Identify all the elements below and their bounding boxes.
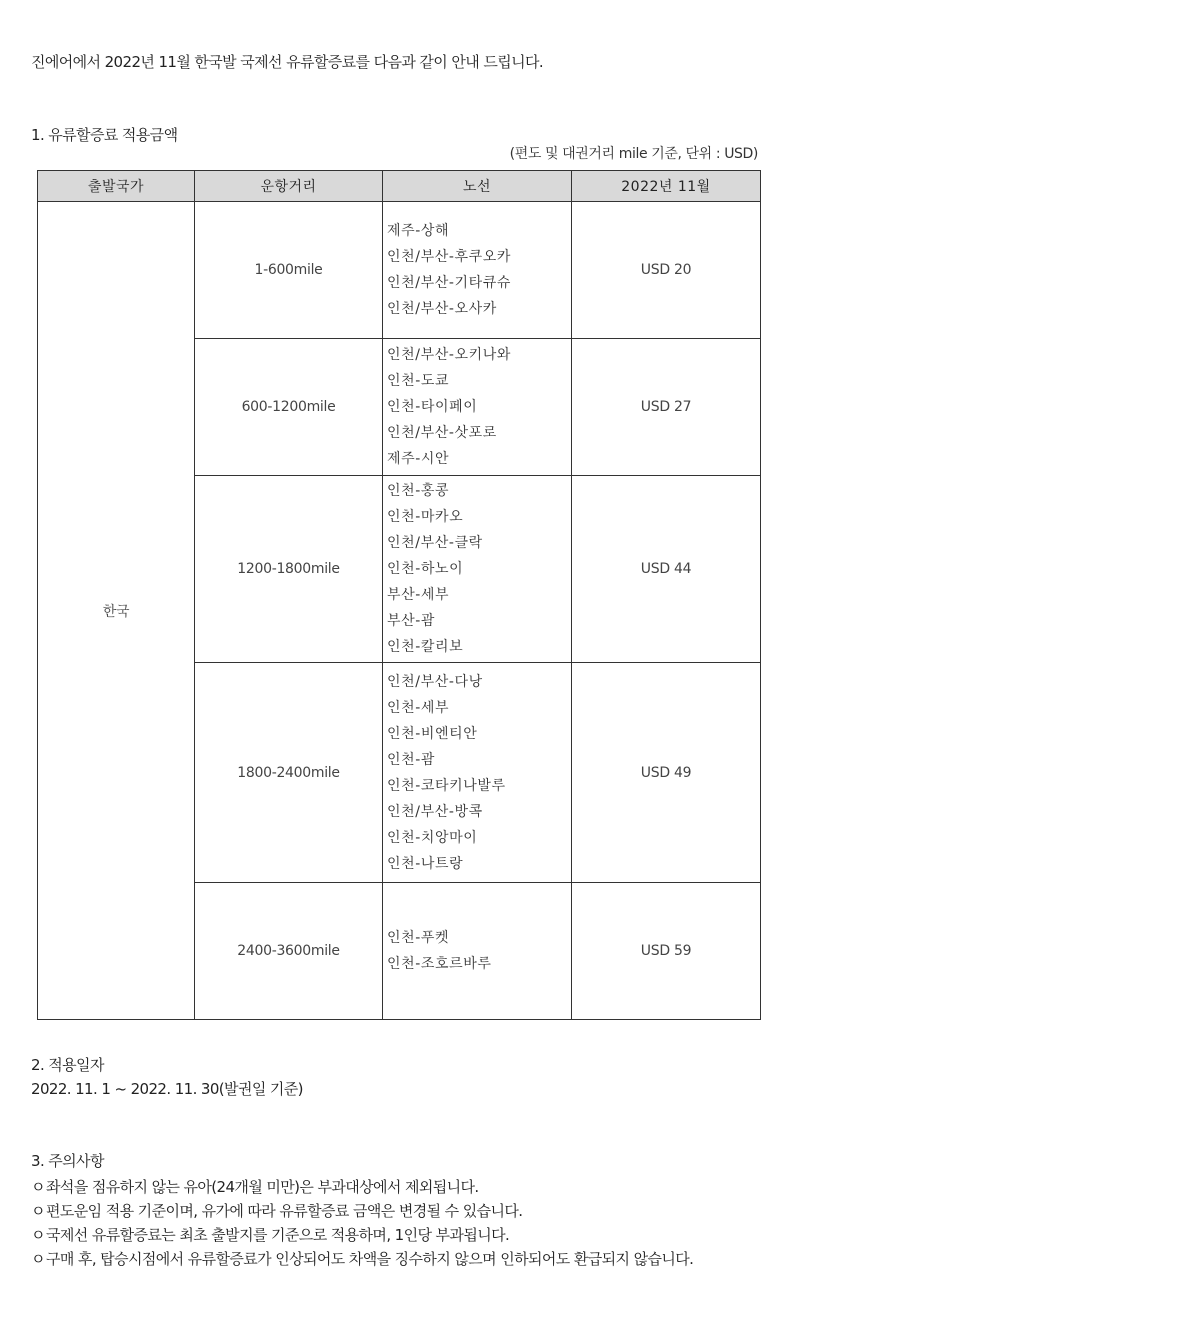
section2-title: 2. 적용일자 — [31, 1056, 104, 1074]
routes-cell — [383, 476, 572, 663]
intro-text: 진에어에서 2022년 11월 한국발 국제선 유류할증료를 다음과 같이 안내 드립니다. — [31, 53, 544, 71]
fuel-surcharge-table — [37, 170, 761, 1020]
route-item: 인천/부산-오키나와 — [387, 347, 511, 363]
price-cell: USD 59 — [572, 883, 761, 1020]
note-text: 좌석을 점유하지 않는 유아(24개월 미만)은 부과대상에서 제외됩니다. — [46, 1178, 479, 1196]
route-item: 인천-나트랑 — [387, 855, 464, 872]
header-distance: 운항거리 — [195, 171, 383, 202]
section3-title: 3. 주의사항 — [31, 1152, 104, 1170]
section1-title: 1. 유류할증료 적용금액 — [31, 126, 178, 144]
price-cell: USD 49 — [572, 663, 761, 883]
header-country: 출발국가 — [38, 171, 195, 202]
table-header-row — [38, 171, 761, 202]
route-item: 인천-도쿄 — [387, 373, 450, 389]
route-item: 인천/부산-클락 — [387, 535, 483, 551]
list-item — [31, 1247, 693, 1271]
route-item: 제주-상해 — [387, 223, 450, 239]
route-item: 인천-세부 — [387, 699, 450, 716]
route-item: 인천-칼리보 — [387, 639, 464, 655]
note-text: 구매 후, 탑승시점에서 유류할증료가 인상되어도 차액을 징수하지 않으며 인하되어도 환급되지 않습니다. — [46, 1250, 694, 1268]
route-item: 인천/부산-후쿠오카 — [387, 249, 511, 265]
distance-cell: 1800-2400mile — [195, 663, 383, 883]
price-cell: USD 20 — [572, 202, 761, 339]
route-item: 인천-마카오 — [387, 509, 464, 525]
distance-cell: 2400-3600mile — [195, 883, 383, 1020]
route-item: 인천/부산-오사카 — [387, 301, 497, 317]
route-item: 인천-하노이 — [387, 561, 464, 577]
list-item — [31, 1223, 693, 1247]
price-cell: USD 44 — [572, 476, 761, 663]
list-item — [31, 1175, 693, 1199]
routes-cell — [383, 202, 572, 339]
route-item: 제주-시안 — [387, 451, 450, 467]
bullet-icon: ㅇ — [31, 1226, 45, 1244]
price-cell: USD 27 — [572, 339, 761, 476]
bullet-icon: ㅇ — [31, 1250, 45, 1268]
list-item — [31, 1199, 693, 1223]
route-item: 부산-괌 — [387, 613, 436, 629]
route-item: 인천-타이페이 — [387, 399, 478, 415]
route-item: 인천-괌 — [387, 751, 436, 768]
route-item: 인천-비엔티안 — [387, 725, 478, 742]
note-text: 국제선 유류할증료는 최초 출발지를 기준으로 적용하며, 1인당 부과됩니다. — [46, 1226, 510, 1244]
country-cell: 한국 — [38, 202, 195, 1020]
route-item: 인천/부산-방콕 — [387, 803, 483, 820]
distance-cell: 1-600mile — [195, 202, 383, 339]
route-item: 부산-세부 — [387, 587, 450, 603]
route-item: 인천/부산-기타큐슈 — [387, 275, 511, 291]
notes-list — [31, 1175, 693, 1271]
unit-note: (편도 및 대권거리 mile 기준, 단위 : USD) — [509, 146, 758, 162]
distance-cell: 1200-1800mile — [195, 476, 383, 663]
route-item: 인천/부산-다낭 — [387, 673, 483, 690]
route-item: 인천-조호르바루 — [387, 956, 492, 972]
apply-period: 2022. 11. 1 ~ 2022. 11. 30(발권일 기준) — [31, 1080, 303, 1098]
header-routes: 노선 — [383, 171, 572, 202]
routes-cell — [383, 663, 572, 883]
header-month: 2022년 11월 — [572, 171, 761, 202]
route-item: 인천-치앙마이 — [387, 829, 478, 846]
route-item: 인천-코타키나발루 — [387, 777, 506, 794]
route-item: 인천/부산-삿포로 — [387, 425, 497, 441]
table-row — [38, 202, 761, 339]
bullet-icon: ㅇ — [31, 1202, 45, 1220]
routes-cell — [383, 339, 572, 476]
bullet-icon: ㅇ — [31, 1178, 45, 1196]
routes-cell — [383, 883, 572, 1020]
route-item: 인천-홍콩 — [387, 483, 450, 499]
distance-cell: 600-1200mile — [195, 339, 383, 476]
note-text: 편도운임 적용 기준이며, 유가에 따라 유류할증료 금액은 변경될 수 있습니다. — [46, 1202, 523, 1220]
route-item: 인천-푸켓 — [387, 930, 450, 946]
